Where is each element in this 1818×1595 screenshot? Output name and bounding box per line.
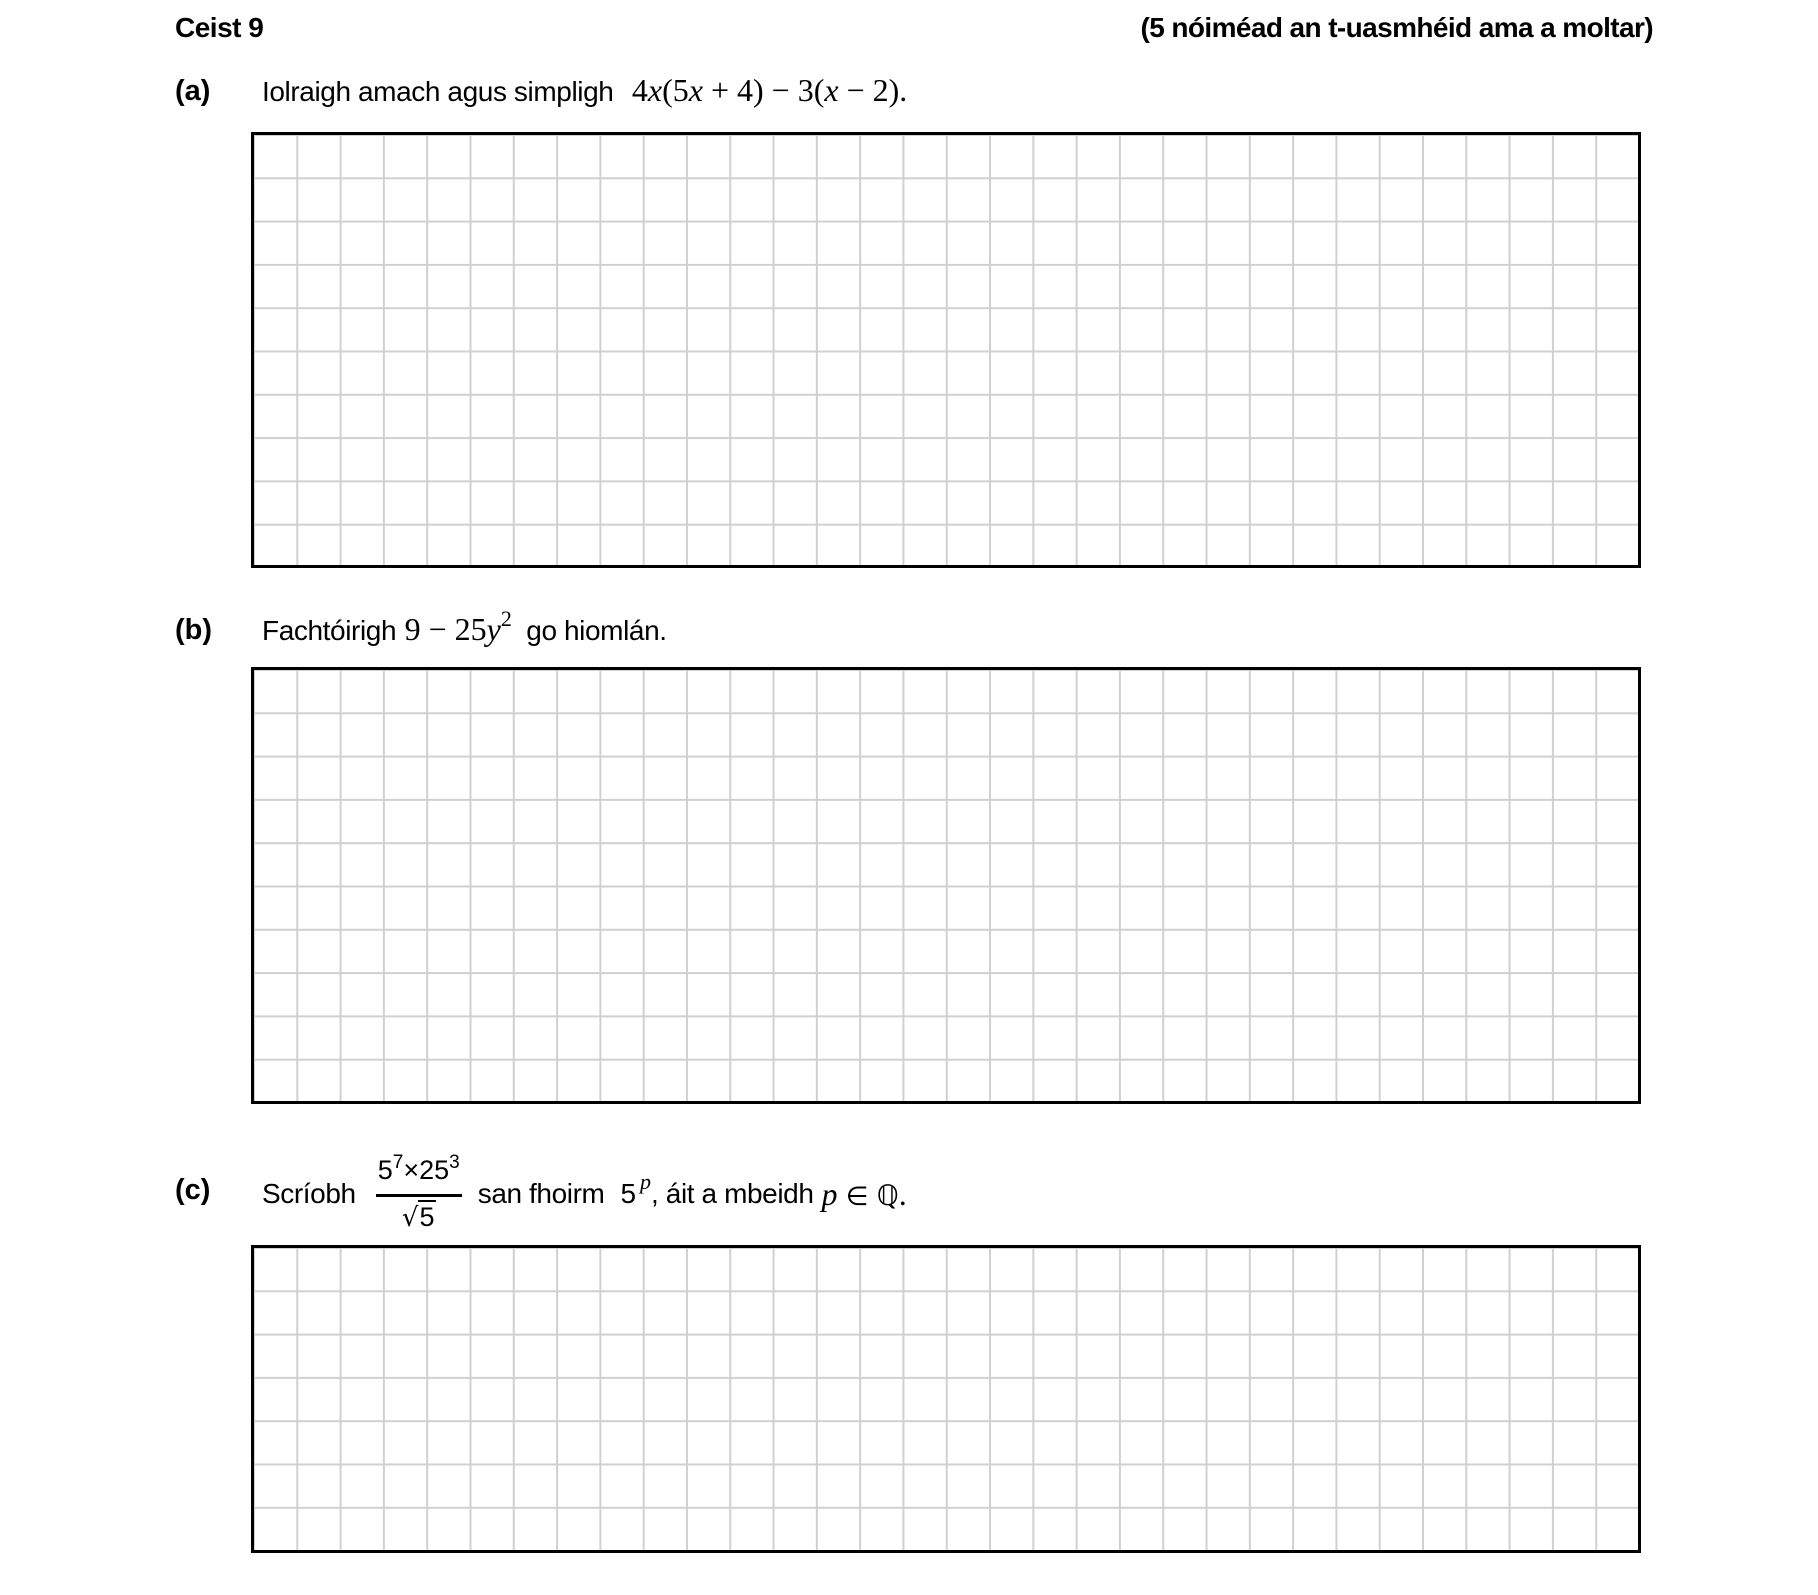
part-c-middle: san fhoirm bbox=[477, 1178, 605, 1209]
part-a-question bbox=[262, 72, 907, 109]
part-c-suffix: , áit a mbeidh bbox=[651, 1178, 814, 1209]
part-c-answer-grid[interactable] bbox=[251, 1245, 1641, 1553]
fraction-numerator: $5^7\times 25^3$ bbox=[376, 1150, 462, 1197]
part-c-set-expression: p ∈ ℚ. bbox=[821, 1175, 907, 1212]
part-c-instruction: Scríobh bbox=[262, 1178, 356, 1209]
part-b-answer-grid[interactable] bbox=[251, 667, 1641, 1104]
part-b-question bbox=[262, 606, 667, 648]
time-recommendation: (5 nóiméad an t-uasmhéid ama a moltar) bbox=[1140, 12, 1653, 43]
part-b-label: (b) bbox=[175, 614, 213, 646]
part-a-instruction: Iolraigh amach agus simpligh bbox=[262, 76, 614, 107]
fraction-denominator: √5 bbox=[401, 1202, 435, 1233]
part-c-power: 5 $^p$ bbox=[620, 1169, 652, 1209]
question-title: Ceist 9 bbox=[175, 12, 264, 43]
part-c-label: (c) bbox=[175, 1174, 211, 1206]
part-c-fraction bbox=[376, 1150, 462, 1238]
part-b-expression: $9 - 25y^2$ bbox=[404, 606, 512, 647]
part-c-question bbox=[262, 1148, 907, 1240]
part-a-expression: 4x(5x + 4) − 3(x − 2). bbox=[631, 72, 908, 108]
part-b-suffix: go hiomlán. bbox=[526, 615, 667, 646]
square-root-icon: √ bbox=[401, 1203, 419, 1233]
part-a-answer-grid[interactable] bbox=[251, 132, 1641, 568]
part-b-instruction: Fachtóirigh bbox=[262, 615, 397, 646]
part-a-label: (a) bbox=[175, 75, 211, 107]
rationals-symbol: ℚ bbox=[876, 1178, 899, 1212]
